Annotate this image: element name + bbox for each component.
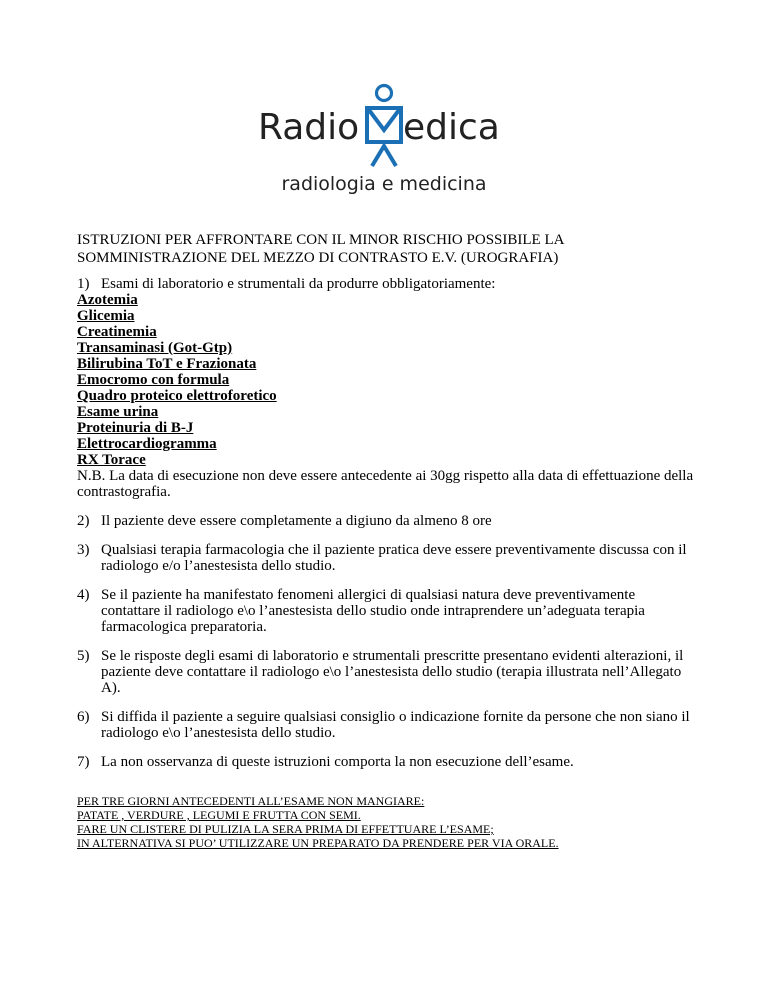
exam-list — [77, 292, 697, 468]
logo-brand-left: Radio — [258, 107, 360, 148]
exam-item: Elettrocardiogramma — [77, 436, 217, 452]
exam-item: Quadro proteico elettroforetico — [77, 388, 277, 404]
item-text: Il paziente deve essere completamente a digiuno da almeno 8 ore — [101, 513, 492, 529]
item-text: Qualsiasi terapia farmacologia che il paziente pratica deve essere preventivamente discussa con il radiologo e/o l’anestesista dello studio. — [101, 542, 687, 574]
note-text: N.B. La data di esecuzione non deve essere antecedente ai 30gg rispetto alla data di effettuazione della contrastografia. — [77, 468, 694, 500]
item-number: 1) — [77, 276, 90, 292]
footer-line-1: PER TRE GIORNI ANTECEDENTI ALL’ESAME NON MANGIARE: — [77, 794, 425, 808]
logo-head-icon — [377, 86, 392, 101]
instruction-item-4 — [77, 587, 697, 635]
document-title — [77, 231, 717, 267]
logo-tagline: radiologia e medicina — [281, 173, 487, 194]
logo-legs-icon — [372, 146, 396, 166]
footer-line-4: IN ALTERNATIVA SI PUO’ UTILIZZARE UN PREPARATO DA PRENDERE PER VIA ORALE. — [77, 836, 559, 850]
instruction-item-5 — [77, 648, 697, 696]
exam-item: Azotemia — [77, 292, 138, 308]
exam-item: Transaminasi (Got-Gtp) — [77, 340, 233, 356]
exam-item: Proteinuria di B-J — [77, 420, 194, 436]
dietary-notice — [77, 794, 717, 850]
item-number: 4) — [77, 587, 90, 603]
logo-brand-right: edica — [403, 107, 500, 148]
instructions-body — [77, 276, 697, 770]
title-line-2: SOMMINISTRAZIONE DEL MEZZO DI CONTRASTO E.V. (UROGRAFIA) — [77, 250, 559, 266]
instruction-item-6 — [77, 709, 697, 741]
exam-item: Esame urina — [77, 404, 159, 420]
title-line-1: ISTRUZIONI PER AFFRONTARE CON IL MINOR RISCHIO POSSIBILE LA — [77, 232, 565, 248]
item-text: Esami di laboratorio e strumentali da produrre obbligatoriamente: — [101, 276, 496, 292]
instruction-item-7 — [77, 754, 697, 770]
item-text: Se le risposte degli esami di laboratorio e strumentali prescritte presentano evidenti alterazioni, il paziente deve contattare il radiologo e\o l’anestesista dello studio (terapia illustrata nell’Allegato A). — [101, 648, 684, 696]
item-text: Se il paziente ha manifestato fenomeni allergici di qualsiasi natura deve preventivamente contattare il radiologo e\o l’anestesista dello studio onde intraprendere un’adeguata terapia farmacologica preparatoria. — [101, 587, 645, 635]
instruction-item-3 — [77, 542, 697, 574]
exam-item: RX Torace — [77, 452, 146, 468]
item-number: 7) — [77, 754, 90, 770]
item-number: 2) — [77, 513, 90, 529]
footer-line-2: PATATE , VERDURE , LEGUMI E FRUTTA CON SEMI. — [77, 808, 361, 822]
item-text: Si diffida il paziente a seguire qualsiasi consiglio o indicazione fornite da persone che non siano il radiologo e\o l’anestesista dello studio. — [101, 709, 690, 741]
footer-line-3: FARE UN CLISTERE DI PULIZIA LA SERA PRIMA DI EFFETTUARE L’ESAME; — [77, 822, 494, 836]
exam-item: Creatinemia — [77, 324, 157, 340]
exam-item: Glicemia — [77, 308, 135, 324]
exam-item: Emocromo con formula — [77, 372, 230, 388]
item-number: 3) — [77, 542, 90, 558]
exam-item: Bilirubina ToT e Frazionata — [77, 356, 257, 372]
logo-m-icon — [367, 108, 401, 142]
instruction-item-2 — [77, 513, 697, 529]
instruction-item-1 — [77, 276, 697, 292]
item-text: La non osservanza di queste istruzioni comporta la non esecuzione dell’esame. — [101, 754, 574, 770]
item-number: 6) — [77, 709, 90, 725]
radiomedica-logo — [256, 82, 512, 194]
item-number: 5) — [77, 648, 90, 664]
